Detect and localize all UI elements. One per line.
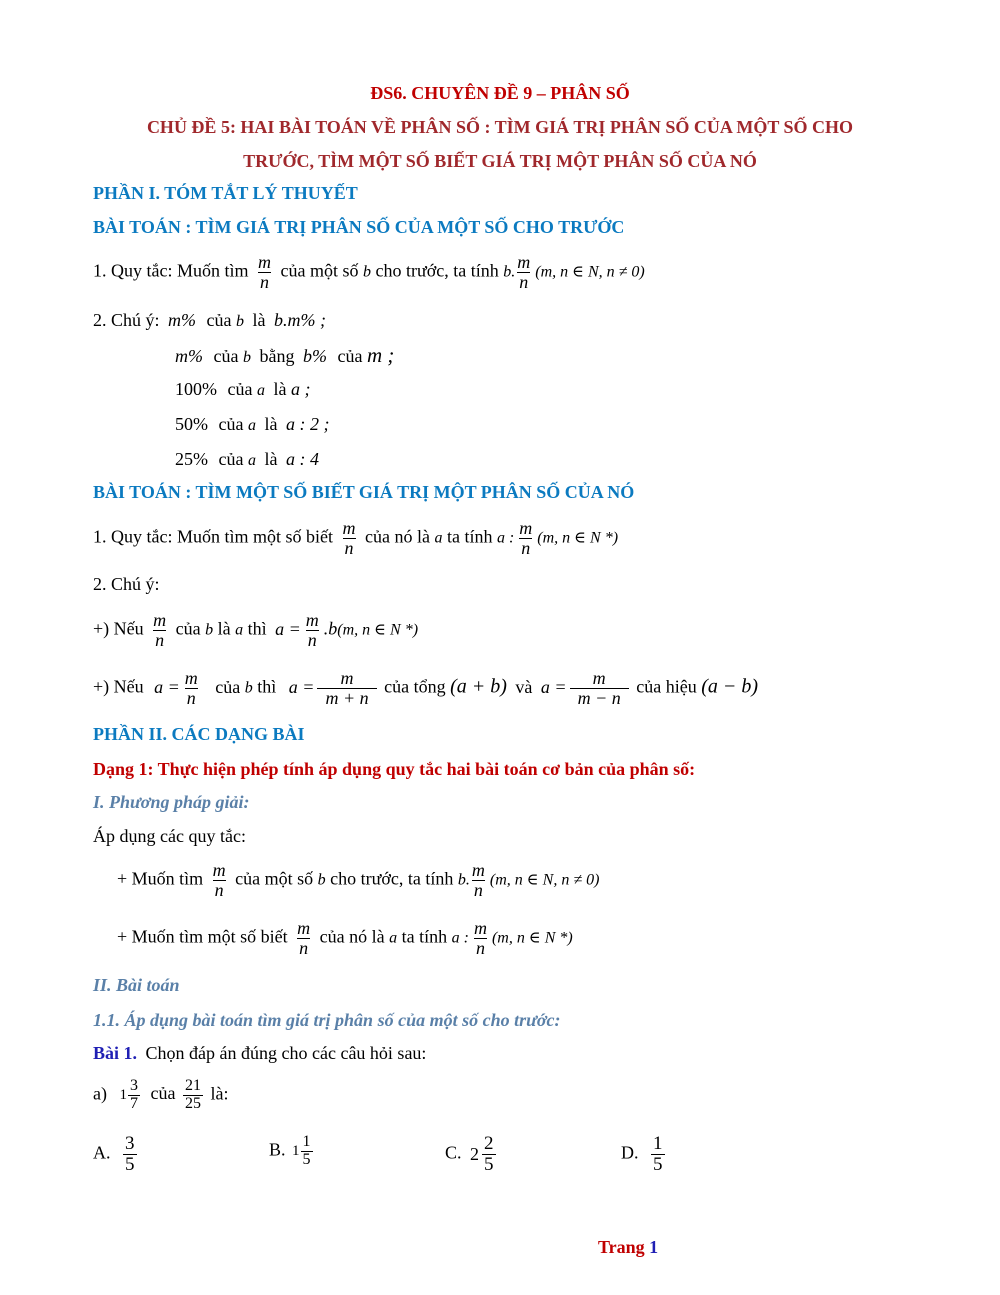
fraction-21-25: $\frac{21}{25}$ — [184, 1077, 201, 1112]
problem2-title: BÀI TOÁN : TÌM MỘT SỐ BIẾT GIÁ TRỊ MỘT PHÂN SỐ CỦA NÓ — [93, 482, 635, 502]
problem1-note-5: 25% của a là a : 4 — [175, 449, 319, 469]
problem1-rule: 1. Quy tắc: Muốn tìm $\frac{m}{n}$ của một số b cho trước, ta tính b. $\frac{m}{n}$ (m, n ∈ N, n ≠ 0) — [93, 252, 645, 292]
problem2-note-label: 2. Chú ý: — [93, 574, 160, 594]
rule-condition: (m, n ∈ N, n ≠ 0) — [535, 263, 645, 281]
fraction-m-n: $\frac{m}{n}$ — [212, 860, 226, 900]
rule-text: cho trước, ta tính — [375, 260, 499, 281]
mixed-number-1-3-7: 1 $\frac{3}{7}$ — [119, 1077, 138, 1112]
fraction-m-n: $\frac{m}{n}$ — [184, 668, 198, 708]
problem1-note-label: 2. Chú ý: m% của b là b.m% ; — [93, 310, 326, 330]
page-footer — [598, 1237, 658, 1258]
fraction-m-n: $\frac{m}{n}$ — [519, 518, 533, 558]
doc-title: ĐS6. CHUYÊN ĐỀ 9 – PHÂN SỐ — [370, 83, 630, 103]
exercise-1 — [93, 1044, 426, 1062]
fraction-m-n: $\frac{m}{n}$ — [473, 918, 487, 958]
fraction-3-5: $\frac{3}{5}$ — [125, 1133, 135, 1175]
fraction-1-5: $\frac{1}{5}$ — [653, 1133, 663, 1175]
rule-text: 1. Quy tắc: Muốn tìm — [93, 260, 249, 281]
option-a[interactable]: A. $\frac{3}{5}$ — [93, 1133, 135, 1175]
mixed-number-1-1-5: 1 $\frac{1}{5}$ — [292, 1133, 311, 1168]
part1-title: PHẦN I. TÓM TẮT LÝ THUYẾT — [93, 183, 358, 203]
problems-title: II. Bài toán — [93, 975, 180, 995]
form1-title: Dạng 1: Thực hiện phép tính áp dụng quy tắc hai bài toán cơ bản của phân số: — [93, 759, 696, 779]
fraction-m-n: $\frac{m}{n}$ — [297, 918, 311, 958]
mixed-number-2-2-5: 2 $\frac{2}{5}$ — [470, 1133, 494, 1175]
fraction-m-n: $\frac{m}{n}$ — [258, 252, 271, 292]
fraction-m-n: $\frac{m}{n}$ — [153, 610, 167, 650]
option-b[interactable]: B. 1 $\frac{1}{5}$ — [269, 1133, 311, 1168]
problem1-note-3: 100% của a là a ; — [175, 379, 311, 399]
rule-text: của một số — [280, 260, 359, 281]
subsection-title: 1.1. Áp dụng bài toán tìm giá trị phân số của một số cho trước: — [93, 1010, 561, 1030]
part2-title: PHẦN II. CÁC DẠNG BÀI — [93, 724, 305, 744]
fraction-m-n: $\frac{m}{n}$ — [305, 610, 319, 650]
method-rule-1: + Muốn tìm $\frac{m}{n}$ của một số b cho trước, ta tính b. $\frac{m}{n}$ (m, n ∈ N, n ≠ 0) — [117, 860, 600, 900]
fraction-m-n: $\frac{m}{n}$ — [517, 252, 531, 292]
fraction-m-over-m-plus-n: $\frac{m}{m + n}$ — [317, 669, 376, 708]
option-c[interactable]: C. 2 $\frac{2}{5}$ — [445, 1134, 499, 1175]
fraction-m-n: $\frac{m}{n}$ — [342, 518, 356, 558]
method-title: I. Phương pháp giải: — [93, 792, 250, 812]
page-word: Trang — [598, 1237, 645, 1257]
question-a: a) 1 $\frac{3}{7}$ của $\frac{21}{25}$ là: — [93, 1077, 229, 1112]
page-number: 1 — [649, 1237, 659, 1257]
problem1-note-4: 50% của a là a : 2 ; — [175, 414, 330, 434]
exercise-label: Bài 1. — [93, 1043, 138, 1063]
problem2-note-1: +) Nếu $\frac{m}{n}$ của b là a thì a = $\frac{m}{n}$ .b(m, n ∈ N *) — [93, 610, 419, 650]
fraction-m-over-m-minus-n: $\frac{m}{m - n}$ — [570, 669, 629, 708]
topic-title-line1: CHỦ ĐỀ 5: HAI BÀI TOÁN VỀ PHÂN SỐ : TÌM GIÁ TRỊ PHÂN SỐ CỦA MỘT SỐ CHO — [146, 117, 854, 137]
problem1-note-2: m% của b bằng b% của m ; — [175, 343, 395, 367]
fraction-m-n: $\frac{m}{n}$ — [471, 860, 485, 900]
topic-title-line2: TRƯỚC, TÌM MỘT SỐ BIẾT GIÁ TRỊ MỘT PHÂN SỐ CỦA NÓ — [243, 151, 757, 171]
option-d[interactable]: D. $\frac{1}{5}$ — [621, 1133, 663, 1175]
method-intro: Áp dụng các quy tắc: — [93, 826, 246, 846]
problem2-note-2: +) Nếu a = $\frac{m}{n}$ của b thì a = $\frac{m}{m + n}$ của tổng (a + b) và a = $\frac{m}{m - n}$ của hiệu (a − b) — [93, 668, 759, 708]
method-rule-2: + Muốn tìm một số biết $\frac{m}{n}$ của nó là a ta tính a : $\frac{m}{n}$ (m, n ∈ N *) — [117, 918, 573, 958]
problem1-title: BÀI TOÁN : TÌM GIÁ TRỊ PHÂN SỐ CỦA MỘT SỐ CHO TRƯỚC — [93, 217, 625, 237]
exercise-text: Chọn đáp án đúng cho các câu hỏi sau: — [145, 1043, 427, 1063]
problem2-rule: 1. Quy tắc: Muốn tìm một số biết $\frac{m}{n}$ của nó là a ta tính a : $\frac{m}{n}$ (m, n ∈ N *) — [93, 518, 619, 558]
